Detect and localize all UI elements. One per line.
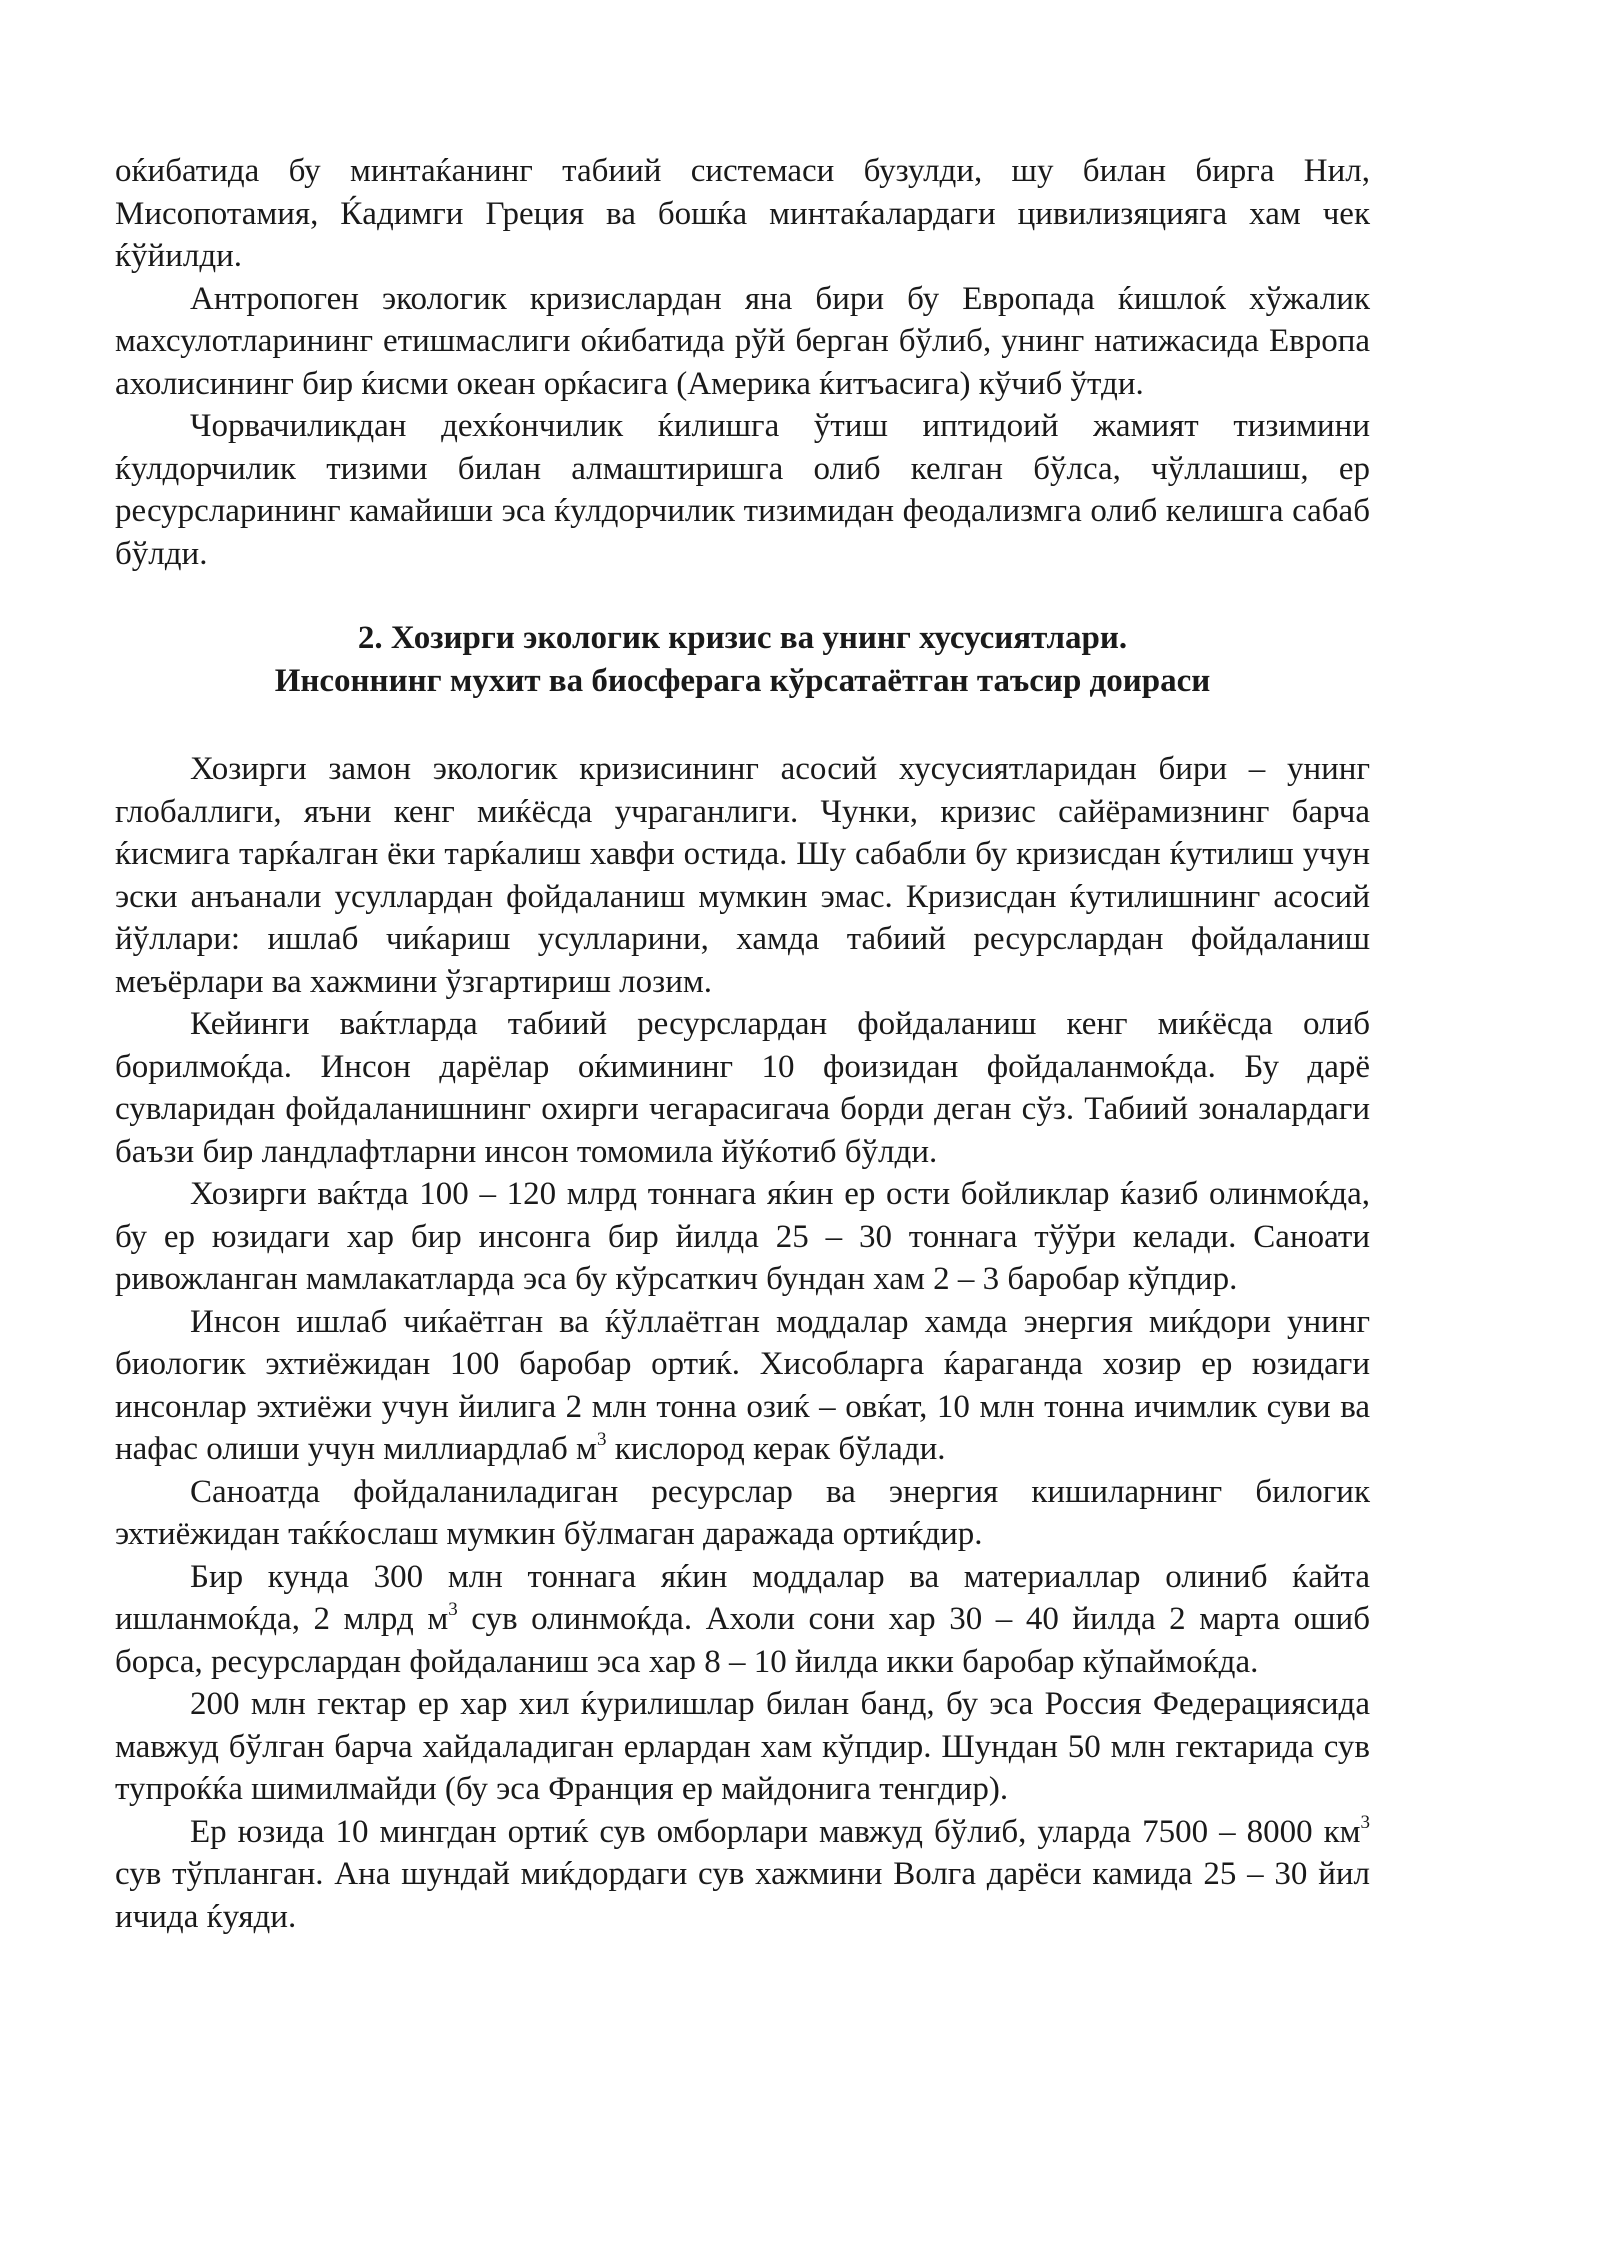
section-heading-line-1: 2. Хозирги экологик кризис ва унинг хусусиятлари. xyxy=(357,620,1128,656)
paragraph-global-crisis: Хозирги замон экологик кризисининг асосий хусусиятларидан бири – унинг глобаллиги, яъни кенг миќёсда учраганлиги. Чунки, кризис сайёрамизнинг барча ќисмига тарќалган ёки тарќалиш хавфи остида. Шу сабабли бу кризисдан ќутилиш учун эски анъанали усуллардан фойдаланиш мумкин эмас. Кризисдан ќутилишнинг асосий йўллари: ишлаб чиќариш усулларини, хамда табиий ресурслардан фойдаланиш меъёрлари ва хажмини ўзгартириш лозим. xyxy=(115,751,1370,1000)
paragraph-daily-materials-tail: сув олинмоќда. Ахоли сони хар 30 – 40 йилда 2 марта ошиб борса, ресурслардан фойдаланиш эса хар 8 – 10 йилда икки баробар кўпаймоќда. xyxy=(115,1601,1370,1680)
document-page xyxy=(115,150,1370,1938)
paragraph-daily-materials-text: Бир кунда 300 млн тоннага яќин моддалар ва материаллар олиниб ќайта ишланмоќда, 2 млрд м xyxy=(115,1558,1370,1637)
paragraph-industry-resources: Саноатда фойдаланиладиган ресурслар ва энергия кишиларнинг билогик эхтиёжидан таќќослаш мумкин бўлмаган даражада ортиќдир. xyxy=(115,1473,1370,1552)
superscript-3: 3 xyxy=(1360,1811,1370,1833)
paragraph-land-construction: 200 млн гектар ер хар хил ќурилишлар билан банд, бу эса Россия Федерациясида мавжуд бўлган барча хайдаладиган ерлардан хам кўпдир. Шундан 50 млн гектарида сув тупроќќа шимилмайди (бу эса Франция ер майдонига тенгдир). xyxy=(115,1686,1370,1807)
superscript-3: 3 xyxy=(596,1429,607,1450)
paragraph-continuation: оќибатида бу минтаќанинг табиий системаси бузулди, шу билан бирга Нил, Мисопотамия, Ќадимги Греция ва бошќа минтаќалардаги цивилизяцияга хам чек ќўйилди. xyxy=(115,153,1370,274)
paragraph-anthropogenic-crisis: Антропоген экологик кризислардан яна бири бу Европада ќишлоќ хўжалик махсулотларининг етишмаслиги оќибатида рўй берган бўлиб, унинг натижасида Европа ахолисининг бир ќисми океан орќасига (Америка ќитъасига) кўчиб ўтди. xyxy=(115,280,1370,402)
paragraph-reservoirs xyxy=(115,1811,1370,1939)
section-heading-line-2: Инсоннинг мухит ва биосферага кўрсатаётган таъсир доираси xyxy=(274,662,1211,699)
paragraph-mining: Хозирги ваќтда 100 – 120 млрд тоннага яќин ер ости бойликлар ќазиб олинмоќда, бу ер юзидаги хар бир инсонга бир йилда 25 – 30 тоннага тўўри келади. Саноати ривожланган мамлакатларда эса бу кўрсаткич бундан хам 2 – 3 баробар кўпдир. xyxy=(115,1176,1370,1297)
paragraph-human-needs-text: Инсон ишлаб чиќаётган ва ќўллаётган моддалар хамда энергия миќдори унинг биологик эхтиёжидан 100 баробар ортиќ. Хисобларга ќараганда хозир ер юзидаги инсонлар эхтиёжи учун йилига 2 млн тонна озиќ – овќат, 10 млн тонна ичимлик суви ва нафас олиши учун миллиардлаб м xyxy=(115,1303,1370,1467)
paragraph-reservoirs-tail: сув тўпланган. Ана шундай миќдордаги сув хажмини Волга дарёси камида 25 – 30 йил ичида ќуяди. xyxy=(115,1856,1370,1935)
paragraph-resource-use: Кейинги ваќтларда табиий ресурслардан фойдаланиш кенг миќёсда олиб борилмоќда. Инсон дарёлар оќимининг 10 фоизидан фойдаланмоќда. Бу дарё сувларидан фойдаланишнинг охирги чегарасигача борди деган сўз. Табиий зоналардаги баъзи бир ландлафтларни инсон томомила йўќотиб бўлди. xyxy=(115,1006,1370,1170)
paragraph-human-needs xyxy=(115,1301,1370,1471)
paragraph-daily-materials xyxy=(115,1556,1370,1684)
section-heading xyxy=(115,617,1370,702)
paragraph-reservoirs-text: Ер юзида 10 мингдан ортиќ сув омборлари мавжуд бўлиб, уларда 7500 – 8000 км xyxy=(190,1813,1361,1850)
paragraph-livestock-transition: Чорвачиликдан дехќончилик ќилишга ўтиш иптидоий жамият тизимини ќулдорчилик тизими билан алмаштиришга олиб келган бўлса, чўллашиш, ер ресурсларининг камайиши эса ќулдорчилик тизимидан феодализмга олиб келишга сабаб бўлди. xyxy=(115,408,1370,572)
paragraph-human-needs-tail: кислород керак бўлади. xyxy=(606,1431,946,1467)
superscript-3: 3 xyxy=(448,1599,458,1620)
